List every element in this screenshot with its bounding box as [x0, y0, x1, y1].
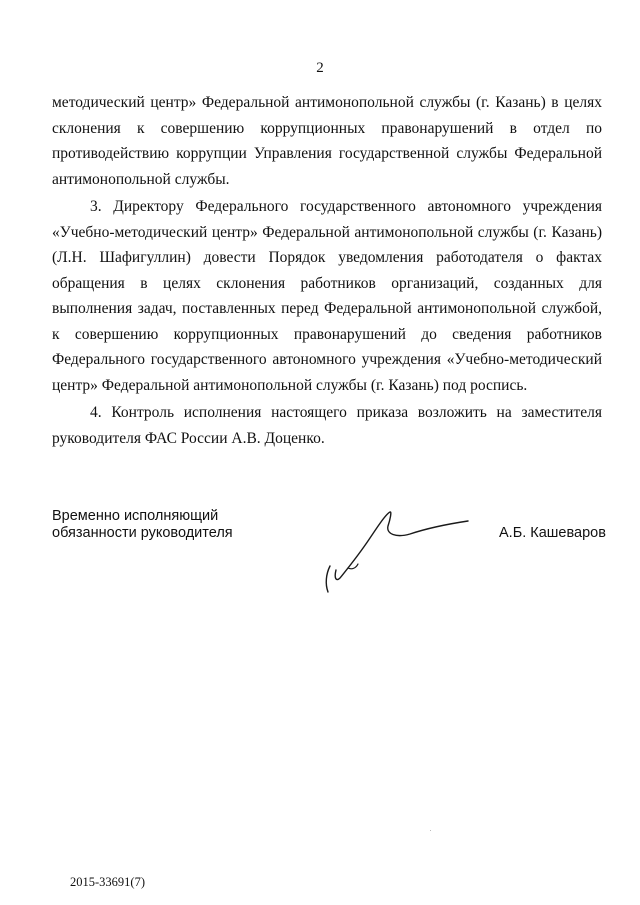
signatory-position-line-1: Временно исполняющий — [52, 508, 219, 524]
page-number: 2 — [316, 60, 324, 76]
signatory-position-line-2: обязанности руководителя — [52, 525, 233, 541]
handwritten-signature — [318, 508, 478, 598]
paragraph-continuation: методический центр» Федеральной антимонопольной службы (г. Казань) в целях склонения к совершению коррупционных правонарушений в отдел по противодействию коррупции Управления государственной службы Федеральной антимонопольной службы. — [52, 94, 602, 188]
document-code: 2015-33691(7) — [70, 875, 145, 889]
signatory-name: А.Б. Кашеваров — [499, 525, 606, 541]
signatory-position — [52, 508, 233, 542]
scan-artifact — [430, 830, 431, 831]
paragraph-item-4: 4. Контроль исполнения настоящего приказа возложить на заместителя руководителя ФАС России А.В. Доценко. — [52, 404, 602, 447]
paragraph-item-3: 3. Директору Федерального государственного автономного учреждения «Учебно-методический центр» Федеральной антимонопольной службы (г. Казань) (Л.Н. Шафигуллин) довести Порядок уведомления работодателя о фактах обращения в целях склонения работников организаций, созданных для выполнения задач, поставленных перед Федеральной антимонопольной службой, к совершению коррупционных правонарушений до сведения работников Федерального государственного автономного учреждения «Учебно-методический центр» Федеральной антимонопольной службы (г. Казань) под роспись. — [52, 198, 602, 394]
